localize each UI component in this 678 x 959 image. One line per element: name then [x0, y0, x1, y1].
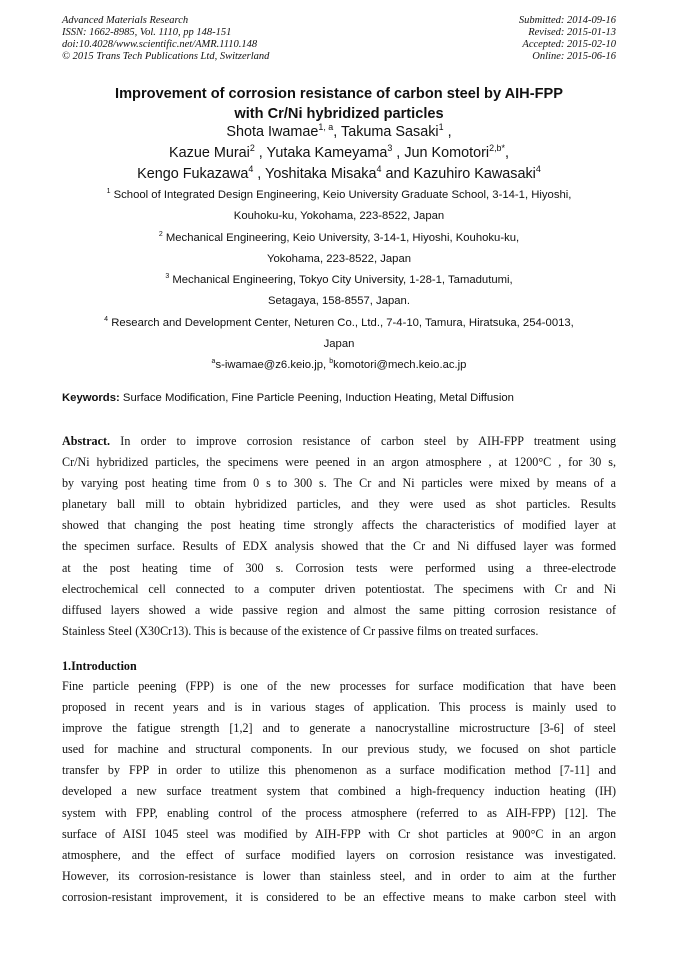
affiliation-line: Setagaya, 158-8557, Japan. [268, 295, 410, 308]
journal-name: Advanced Materials Research [62, 15, 189, 26]
accepted-date: Accepted: 2015-02-10 [522, 39, 616, 50]
email-line [62, 355, 616, 376]
author-sup: 4 [376, 164, 382, 175]
introduction-text [62, 676, 616, 908]
author-sup: 4 [535, 164, 541, 175]
author-name: Yutaka Kameyama [266, 145, 388, 161]
abstract-line [62, 431, 616, 452]
author-sup: 1, a [318, 122, 334, 133]
author-name: Jun Komotori [404, 145, 490, 161]
author-line: Kengo Fukazawa$^4$ , Yoshitaka Misaka$^4$ and Kazuhiro Kawasaki$^4$ [137, 164, 541, 182]
abstract-line: planetary ball mill to obtain hybridized particles, and they were used as shot particles. Results [62, 497, 616, 512]
title-line: Improvement of corrosion resistance of carbon steel by AIH-FPP [115, 86, 563, 102]
author-line: Kazue Murai$^2$ , Yutaka Kameyama$^3$ , Jun Komotori$^{2,b*}$, [169, 143, 509, 161]
intro-line: used for machine and structural components. In our previous study, we focused on shot particle [62, 742, 616, 757]
abstract-line: by varying post heating time from 0 s to 300 s. The Cr and Ni particles were mixed by means of a [62, 476, 616, 491]
abstract-label: Abstract. [62, 434, 111, 448]
keywords-text: Surface Modification, Fine Particle Peening, Induction Heating, Metal Diffusion [119, 392, 514, 404]
publication-dates [519, 15, 616, 63]
intro-line: atmosphere, and the effect of surface modified layers on corrosion resistance was investigated. [62, 847, 616, 862]
intro-line: proposed in recent years and is in various stages of application. This process is mainly used to [62, 700, 616, 715]
abstract-line: at the post heating time of 300 s. Corrosion tests were performed using a three-electrode [62, 560, 616, 575]
affiliation-sup: 1 [106, 188, 111, 196]
affiliation-line [62, 228, 616, 249]
affiliation-line [62, 313, 616, 334]
title-line: with Cr/Ni hybridized particles [234, 106, 444, 122]
online-date: Online: 2015-06-16 [532, 51, 616, 62]
section-heading-introduction: 1.Introduction [62, 659, 137, 673]
intro-line: transfer by FPP in order to utilize this phenomenon as a surface modification method [7-11] and [62, 763, 616, 778]
revised-date: Revised: 2015-01-13 [528, 27, 616, 38]
affiliation-text: Mechanical Engineering, Tokyo City University, 1-28-1, Tamadutumi, [172, 274, 513, 287]
email-sup: a [211, 358, 216, 366]
author-name: Takuma Sasaki [341, 124, 439, 140]
affiliation-text: Research and Development Center, Neturen Co., Ltd., 7-4-10, Tamura, Hiratsuka, 254-0013, [111, 316, 574, 329]
affiliation-line [62, 185, 616, 206]
author-sup: 3 [387, 143, 393, 154]
abstract-text: In order to improve corrosion resistance of carbon steel by AIH-FPP treatment using [110, 434, 616, 448]
affiliation-line: Yokohama, 223-8522, Japan [266, 252, 412, 265]
affiliation-sup: 2 [158, 230, 163, 238]
affiliation-text: School of Integrated Design Engineering, Keio University Graduate School, 3-14-1, Hiyoshi, [113, 189, 572, 201]
email-sup: b [329, 358, 334, 366]
abstract-line: the specimen surface. Results of EDX analysis showed that the Cr and Ni diffused layer was formed [62, 539, 616, 554]
abstract-line: diffused layers showed a wide passive region and almost the same pitting corrosion resistance of [62, 602, 616, 617]
abstract-line: Stainless Steel (X30Cr13). This is because of the existence of Cr passive films on treated surfaces. [62, 623, 539, 638]
author-name: Shota Iwamae [226, 124, 319, 140]
author-name: Kazue Murai [169, 145, 250, 161]
affiliation-sup: 4 [104, 316, 109, 324]
author-name: Kengo Fukazawa [137, 166, 249, 182]
intro-line: improve the fatigue strength [1,2] and to generate a nanocrystalline microstructure [3-6] of steel [62, 721, 616, 736]
intro-line: surface of AISI 1045 steel was modified by AIH-FPP with Cr shot particles at 900°C in an argon [62, 826, 616, 841]
paper-title [62, 84, 616, 124]
copyright-line: © 2015 Trans Tech Publications Ltd, Switzerland [62, 51, 270, 62]
affiliations [62, 185, 616, 377]
email-address[interactable]: s-iwamae@z6.keio.jp, [215, 359, 330, 372]
issn-line: ISSN: 1662-8985, Vol. 1110, pp 148-151 [62, 27, 232, 38]
author-line: Shota Iwamae$^{1, a}$, Takuma Sasaki$^1$ , [226, 122, 452, 140]
author-name: Yoshitaka Misaka [265, 166, 377, 182]
abstract [62, 431, 616, 642]
author-sup: 2,b* [489, 143, 505, 154]
author-conjunction: and [385, 166, 410, 182]
email-address[interactable]: komotori@mech.keio.ac.jp [333, 359, 467, 372]
doi-line[interactable]: doi:10.4028/www.scientific.net/AMR.1110.148 [62, 39, 258, 50]
author-sup: 2 [249, 143, 255, 154]
abstract-line: Cr/Ni hybridized particles, the specimens were peened in an argon atmosphere , at 1200°C , for 30 s, [62, 455, 616, 470]
journal-info [62, 15, 269, 63]
author-sup: 1 [438, 122, 444, 133]
abstract-line: showed that changing the post heating time strongly affects the characteristics of modified layer at [62, 518, 616, 533]
author-name: Kazuhiro Kawasaki [413, 166, 536, 182]
author-sup: 4 [248, 164, 254, 175]
affiliation-line: Japan [323, 338, 355, 351]
intro-line: system with FPP, enabling control of the process atmosphere (referred to as AIH-FPP) [12]. The [62, 805, 616, 820]
affiliation-line [62, 270, 616, 291]
affiliation-text: Mechanical Engineering, Keio University, 3-14-1, Hiyoshi, Kouhoku-ku, [165, 231, 520, 244]
affiliation-line: Kouhoku-ku, Yokohama, 223-8522, Japan [233, 210, 445, 223]
intro-line: corrosion-resistant improvement, it is considered to be an effective means to make carbon steel with [62, 889, 616, 904]
intro-line: However, its corrosion-resistance is lower than stainless steel, and in order to aim at the further [62, 868, 616, 883]
keywords [62, 390, 616, 406]
abstract-line: electrochemical cell connected to a computer driven potentiostat. The specimens with Cr and Ni [62, 581, 616, 596]
submitted-date: Submitted: 2014-09-16 [518, 15, 616, 26]
intro-line: Fine particle peening (FPP) is one of the new processes for surface modification that have been [62, 679, 616, 693]
intro-line: developed a new surface treatment system that combined a high-frequency induction heating (IH) [62, 784, 616, 799]
author-list [62, 122, 616, 185]
keywords-label: Keywords: [62, 392, 120, 404]
affiliation-sup: 3 [165, 273, 170, 281]
